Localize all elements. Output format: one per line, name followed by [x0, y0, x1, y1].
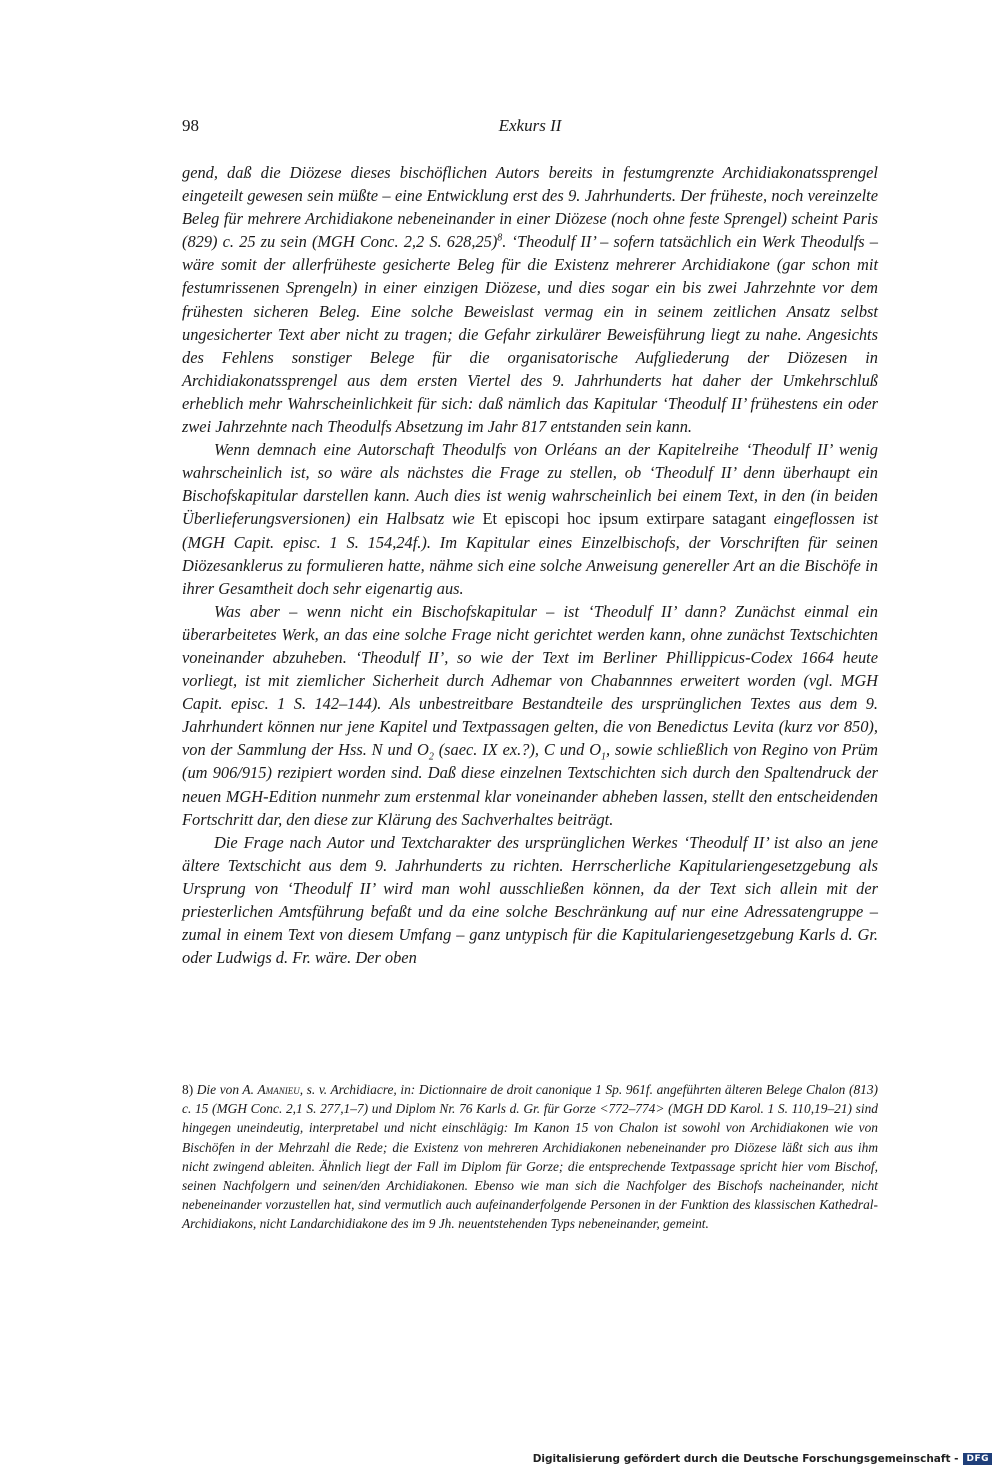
roman-text-run: Et episcopi hoc ipsum extirpare satagant — [482, 509, 767, 529]
digitization-banner — [533, 1453, 992, 1465]
page-header — [182, 116, 878, 140]
text-run: Wenn demnach eine Autorschaft Theodulfs von Orléans an der Kapitelreihe ‘Theodulf II’ wenig wahrscheinlich ist, so wäre als nächstes die Frage zu stellen, ob ‘Theodulf II’ denn überhaupt ein Bischofskapitular darstellen kann. Auch dies ist wenig wahrscheinlich bei einem Text, in den (in beiden Überlieferungsversionen) ein Halbsatz wie — [182, 440, 878, 529]
text-run: , s. v. Archidiacre, in: Dictionnaire de droit canonique 1 Sp. 961f. angeführten älteren Belege Chalon (813) c. 15 (MGH Conc. 2,1 S. 277,1–7) und Diplom Nr. 76 Karls d. Gr. für Gorze <772–774> (MGH DD Karol. 1 S. 110,19–21) sind hingegen uneindeutig, interpretabel und nicht einschlägig: Im Kanon 15 von Chalon ist sowohl von Archidiakonen wie von Bischöfen in der Mehrzahl die Rede; die Existenz von mehreren Archidiakonen nebeneinander pro Diözese läßt sich aus ihm nicht zwingend ableiten. Ähnlich liegt der Fall im Diplom für Gorze; die entsprechende Textpassage spricht hier vom Bischof, seinen Nachfolgern und seinen/den Archidiakonen. Ebenso wie man sich die Nachfolger des Bischofs nacheinander, nicht nebeneinander vorzustellen hat, sind vermutlich auch aufeinanderfolgende Personen in der Funktion des klassischen Kathedral-Archidiakons, nicht Landarchidiakone des im 9 Jh. neuentstehenden Typs nebeneinander, gemeint. — [182, 1082, 878, 1232]
text-run: (saec. IX ex.?), C und O — [433, 740, 602, 760]
footnote-section — [182, 1080, 878, 1234]
dfg-logo: DFG — [963, 1453, 992, 1465]
paragraph — [182, 438, 878, 600]
text-run: eingeflossen ist (MGH Capit. episc. 1 S. 154,24f.). Im Kapitular eines Einzelbischofs, der Vorschriften für seinen Diözesanklerus zu formulieren hatte, nähme sich eine solche Anweisung genereller Art an die Bischöfe in ihrer Gesamtheit doch sehr eigenartig aus. — [182, 509, 879, 598]
footnote-marker: 8 — [497, 232, 503, 244]
roman-text-run: 8) — [182, 1082, 194, 1097]
author-name: Amanieu — [257, 1082, 300, 1097]
footnote-8 — [182, 1080, 878, 1234]
paragraph — [182, 600, 878, 831]
subscript: 2 — [428, 751, 434, 763]
running-head: Exkurs II — [498, 116, 562, 135]
text-run: Die von A. — [193, 1082, 258, 1097]
text-run: Die Frage nach Autor und Textcharakter des ursprünglichen Werkes ‘Theodulf II’ ist also an jene ältere Textschicht aus dem 9. Jahrhunderts zu richten. Herrscherliche Kapitulariengesetzgebung als Ursprung von ‘Theodulf II’ wird man wohl ausschließen können, da der Text sich allein mit der priesterlichen Amtsführung befaßt und da eine solche Beschränkung auf nur eine Adressatengruppe – zumal in einem Text von diesem Umfang – ganz untypisch für die Kapitulariengesetzgebung Karls d. Gr. oder Ludwigs d. Fr. wäre. Der oben — [182, 832, 878, 968]
text-run: Was aber – wenn nicht ein Bischofskapitular – ist ‘Theodulf II’ dann? Zunächst einmal ein überarbeitetes Werk, an das eine solche Frage nicht gerichtet werden kann, ohne zunächst Textschichten voneinander abzuheben. ‘Theodulf II’, so wie der Text im Berliner Phillippicus-Codex 1664 heute vorliegt, ist mit ziemlicher Sicherheit durch Adhemar von Chabannnes erweitert worden (vgl. MGH Capit. episc. 1 S. 142–144). Als unbestreitbare Bestandteile des ursprünglichen Textes aus dem 9. Jahrhundert können nur jene Kapitel und Textpassagen gelten, die von Benedictus Levita (kurz vor 850), von der Sammlung der Hss. N und O — [182, 601, 878, 760]
subscript: 1 — [601, 751, 607, 763]
banner-text: Digitalisierung gefördert durch die Deutsche Forschungsgemeinschaft - — [532, 1453, 959, 1465]
page-number: 98 — [182, 116, 199, 135]
text-run: , sowie schließlich von Regino von Prüm (um 906/915) rezipiert worden sind. Daß diese einzelnen Textschichten sich durch den Spaltendruck der neuen MGH-Edition nunmehr zum erstenmal klar voneinander abheben lassen, stellt den entscheidenden Fortschritt dar, den diese zur Klärung des Sachverhaltes beiträgt. — [182, 740, 878, 829]
paragraph — [182, 161, 878, 438]
body-text — [182, 161, 878, 969]
paragraph — [182, 831, 878, 970]
text-run: . ‘Theodulf II’ – sofern tatsächlich ein Werk Theodulfs – wäre somit der allerfrüheste gesicherte Beleg für die Existenz mehrerer Archidiakone (gar schon mit festumrissenen Sprengeln) in einer einzigen Diözese, und dies sogar ein bis zwei Jahrzehnte vor dem frühesten sicheren Beleg. Eine solche Beweislast vermag ein in seinem zeitlichen Ansatz selbst ungesicherter Text aber nicht zu tragen; die Gefahr zirkulärer Beweisführung liegt zu nahe. Angesichts des Fehlens sonstiger Belege für die organisatorische Aufgliederung der Diözesen in Archidiakonatssprengel aus dem ersten Viertel des 9. Jahrhunderts hat daher der Umkehrschluß erheblich mehr Wahrscheinlichkeit für sich: daß nämlich das Kapitular ‘Theodulf II’ frühestens ein oder zwei Jahrzehnte nach Theodulfs Absetzung im Jahr 817 entstanden sein kann. — [182, 232, 878, 437]
text-run: gend, daß die Diözese dieses bischöflichen Autors bereits in festumgrenzte Archidiakonatssprengel eingeteilt gewesen sein müßte – eine Entwicklung erst des 9. Jahrhunderts. Der früheste, noch vereinzelte Beleg für mehrere Archidiakone nebeneinander in einer Diözese (noch ohne feste Sprengel) scheint Paris (829) c. 25 zu sein (MGH Conc. 2,2 S. 628,25) — [182, 163, 878, 252]
